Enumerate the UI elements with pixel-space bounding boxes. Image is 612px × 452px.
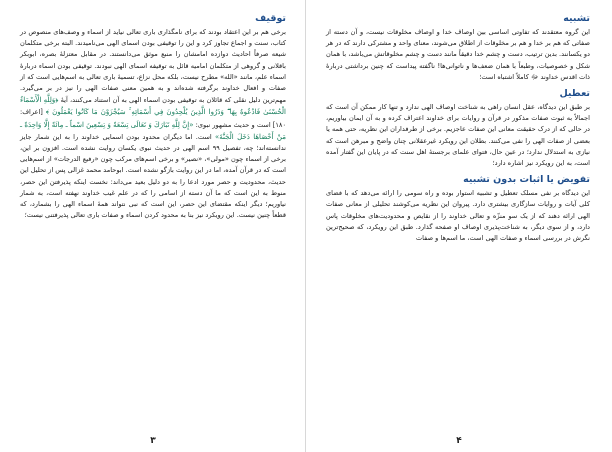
page-number: ۳ [150,436,156,446]
paragraph-text: برخی هم بر این اعتقاد بودند که برای نامگذاری باری تعالی نیاید از اسماء و وصف‌های منصوص در کتاب، سنت و اجماع تجاوز کرد و این را توقیفی بودن اسمای الهی می‌نامیدند. البته برخی متکلمان شیعه صرفاً احادیث دوازده امامشان را منبع موثق می‌دانستند. در مقابل معتزلهٔ بصره، ابوبکر باقلانی و گروهی از متکلمان امامیه قائل به توقیفه اسمای الهی نبودند. توقیفی بودن اسماء دربارهٔ اسماء علم، مانند «الله» مطرح نیست، بلکه محل نزاع، تسمیهٔ باری تعالی به اسم‌هایی است که از صفات و افعال خداوند برگرفته شده‌اند و به همین معنی صفات الهی را نیز در بر می‌گیرد. مهم‌ترین دلیل نقلی که قائلان به توقیفی بودن اسماء الهی به آن استناد می‌کنند، آیهٔ [20,28,286,105]
paragraph [20,27,286,221]
page-number: ۴ [456,436,462,446]
section-heading-tafwid: تفویض یا اثبات بدون تشبیه [463,174,590,186]
citation-text: [اعراف: ۱۸۰] است و حدیث مشهور نبوی: [20,108,286,129]
section-heading-tatil: تعطیل [559,88,590,100]
paragraph-text: است. اما دیگران محدود بودن اسمایی خداوند را به این شمار جایز ندانسته‌اند؛ چه، تفصیل ۹۹ اسم الهی در حدیث نبوی یکسان روایت نشده است. افزون بر این، برخی از اسماء چون «مولی»، «نصیر» و برخی اسم‌های مرکب چون «رفیع الدرجات» از اسم‌هایی است که در قرآن آمده، اما در این روایت بازگو نشده است. ابوحامد محمد غزالی پس از تحلیل این حدیث، محدودیت و حصر مورد ادعا را به دو دلیل بعید می‌داند: نخست اینکه پذیرفتن این حصر، منوط به این است که ما آن دسته از اسامی را که در علم غیب خداوند نهفته است، به شمار نیاوریم؛ دیگر اینکه مقتضای این حصر، این است که نبی نتواند همهٔ اسماء الهی را بشمارد، که قطعاً چنین نیست. این رویکرد نیز بنا به محدود کردن اسماء و صفات باری تعالی پذیرفتنی نیست؛ [20,132,286,220]
paragraph: بر طبق این دیدگاه، عقل انسان راهی به شناخت اوصاف الهی ندارد و تنها کار ممکن آن است که اجمالاً به ثبوت صفات مذکور در قرآن و روایات برای خداوند اعتراف کرده و به آن ایمان بیاوریم، در حالی که از درک حقیقت معانی این صفات عاجزیم. برخی از طرفداران این نظریه، حتی همه یا بعضی از صفات الهی را نفی می‌کنند. بطلان این رویکرد غیرعقلانی چنان واضح و مبرهن است که نیازی به استدلال ندارد؛ در عین حال، فتوای علمای برجستهٔ اهل سنت که در پایان این گفتار آمده است، به این رویکرد نیز اشاره دارد؛ [326,103,590,168]
paragraph: این گروه معتقدند که تفاوتی اساسی بین اوصاف خدا و اوصاف مخلوقات نیست، و آن دسته از صفاتی که هم بر خدا و هم بر مخلوقات از اطلاق می‌شوند، معنای واحد و مشترکی دارند که در هر دو یکسانند. بدین ترتیب، دست و چشم خدا دقیقاً مانند دست و چشم مخلوقاتش می‌باشد، با همان شکل و خصوصیات، وطبعاً با همان ضعف‌ها و ناتوانی‌ها! ناگفته پیداست که چنین برداشتی دربارهٔ ذات اقدس خداوند ﷻ کاملاً اشتباه است؛ [326,28,590,81]
quran-verse: ﴿وَلِلَّهِ الْأَسْمَاءُ الْحُسْنَىٰ فَادْعُوهُ بِهَا ۖ وَذَرُوا الَّذِينَ يُلْحِدُونَ فِي أَسْمَائِهِ ۚ سَيُجْزَوْنَ مَا كَانُوا يَعْمَلُونَ ﴾ [20,96,286,117]
paragraph: این دیدگاه بر نفی مسلک تعطیل و تشبیه استوار بوده و راه سومی را ارائه می‌دهد که با فضای کلی آیات و روایات سازگاری بیشتری دارد. پیروان این نظریه می‌کوشند تحلیلی از معانی صفات الهی ارائه دهند که از یک سو منزّه و تعالی خداوند را از نقایص و محدودیت‌های مخلوقات پاس دارد، و از سوی دیگر، به شناخت‌پذیری اوصاف او صفحه گذارد. طبق این رویکرد، که صحیح‌ترین نگرش در بررسی اسماء و صفات الهی است، ما اسم‌ها و صفات [326,189,590,243]
hadith-quote: «إِنَّ لِلَّهِ تَبَارَكَ وَ تَعَالَى تِسْعَةً وَ تِسْعِينَ اسْماً ـ مِائَةً إِلَّا وَاحِدَةً ـ مَنْ أَحْصَاهَا دَخَلَ الْجَنَّةَ» [20,120,286,141]
section-heading-tashbih: تشبیه [563,13,590,24]
page-right [306,0,612,452]
section-heading-tawqif: توقیف [255,13,286,24]
